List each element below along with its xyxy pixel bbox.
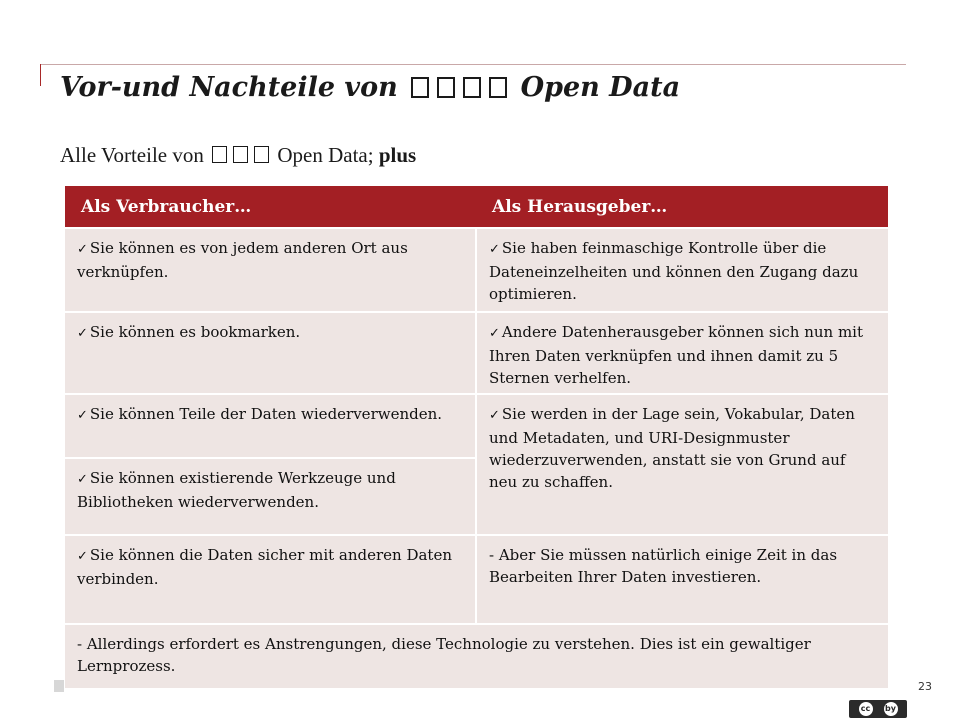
left-rule-accent	[40, 64, 41, 86]
cell-text: Andere Datenherausgeber können sich nun mit Ihren Daten verknüpfen und ihnen damit zu 5 Sternen verhelfen.	[489, 323, 864, 387]
table-row	[65, 624, 888, 688]
check-icon: ✓	[77, 472, 88, 487]
cc-license-badge	[849, 700, 907, 718]
table-cell	[65, 458, 476, 535]
column-header-publisher: Als Herausgeber…	[476, 186, 888, 228]
missing-glyph-box	[437, 77, 455, 98]
subtitle-bold: plus	[378, 143, 417, 167]
check-icon: ✓	[77, 408, 88, 423]
slide-title	[60, 72, 940, 103]
cell-text: Sie können Teile der Daten wiederverwenden.	[89, 405, 443, 423]
subtitle-middle: Open Data;	[277, 143, 374, 167]
missing-glyph-box	[233, 146, 248, 163]
title-suffix: Open Data	[520, 72, 681, 103]
table-footer-note	[65, 624, 888, 688]
subtitle-prefix: Alle Vorteile von	[60, 143, 204, 167]
cell-text: Sie werden in der Lage sein, Vokabular, Daten und Metadaten, und URI-Designmuster wiederzuverwenden, anstatt sie von Grund auf neu zu schaffen.	[489, 405, 855, 491]
table-header-row	[65, 186, 888, 228]
column-header-consumer: Als Verbraucher…	[65, 186, 476, 228]
cell-text: Sie können es von jedem anderen Ort aus verknüpfen.	[77, 239, 408, 281]
missing-glyph-box	[254, 146, 269, 163]
table-row	[65, 394, 888, 458]
cell-text: Sie können die Daten sicher mit anderen Daten verbinden.	[77, 546, 453, 588]
table-cell	[65, 535, 476, 624]
check-icon: ✓	[77, 242, 88, 257]
by-icon: by	[884, 702, 898, 716]
missing-glyph-box	[411, 77, 429, 98]
table-row	[65, 228, 888, 312]
cell-text: Sie können es bookmarken.	[89, 323, 301, 341]
table-cell	[476, 228, 888, 312]
table-cell	[476, 535, 888, 624]
table-cell	[476, 312, 888, 394]
check-icon: ✓	[77, 549, 88, 564]
cell-text: Sie können existierende Werkzeuge und Bibliotheken wiederverwenden.	[77, 469, 396, 511]
comparison-table	[65, 186, 888, 688]
cell-text: - Aber Sie müssen natürlich einige Zeit in das Bearbeiten Ihrer Daten investieren.	[489, 546, 838, 586]
title-prefix: Vor-und Nachteile von	[60, 72, 398, 103]
footer-note-text: - Allerdings erfordert es Anstrengungen, diese Technologie zu verstehen. Dies ist ein gewaltiger Lernprozess.	[77, 635, 811, 675]
page-number: 23	[918, 680, 932, 693]
slide-subtitle	[60, 143, 940, 168]
top-rule	[40, 64, 906, 65]
missing-glyph-box	[463, 77, 481, 98]
missing-glyph-box	[212, 146, 227, 163]
table-cell	[65, 312, 476, 394]
missing-glyph-box	[489, 77, 507, 98]
table-cell	[476, 394, 888, 535]
cc-icon: cc	[859, 702, 873, 716]
table-cell	[65, 394, 476, 458]
table-cell	[65, 228, 476, 312]
cell-text: Sie haben feinmaschige Kontrolle über die Dateneinzelheiten und können den Zugang dazu optimieren.	[489, 239, 859, 303]
table-row	[65, 535, 888, 624]
check-icon: ✓	[77, 326, 88, 341]
footer-marker	[54, 680, 64, 692]
check-icon: ✓	[489, 242, 500, 257]
check-icon: ✓	[489, 408, 500, 423]
table-row	[65, 312, 888, 394]
check-icon: ✓	[489, 326, 500, 341]
